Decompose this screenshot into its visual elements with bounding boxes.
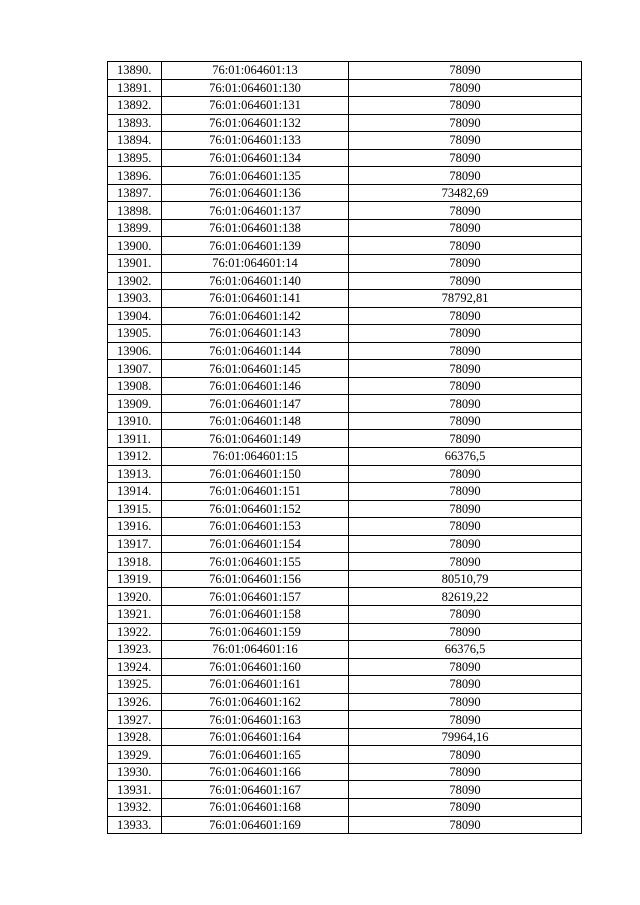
cadastral-number-cell: 76:01:064601:164 <box>162 728 349 746</box>
row-number-cell: 13907. <box>108 360 162 378</box>
cadastral-value-cell: 78090 <box>349 816 582 834</box>
table-row <box>108 676 582 694</box>
row-number-cell: 13931. <box>108 781 162 799</box>
cadastral-value-cell: 78090 <box>349 272 582 290</box>
table-row <box>108 535 582 553</box>
row-number-cell: 13915. <box>108 500 162 518</box>
table-row <box>108 570 582 588</box>
cadastral-number-cell: 76:01:064601:144 <box>162 342 349 360</box>
row-number-cell: 13911. <box>108 430 162 448</box>
cadastral-value-cell: 78090 <box>349 763 582 781</box>
cadastral-number-cell: 76:01:064601:147 <box>162 395 349 413</box>
table-row <box>108 518 582 536</box>
cadastral-value-cell: 78090 <box>349 237 582 255</box>
cadastral-value-cell: 78090 <box>349 746 582 764</box>
table-row <box>108 641 582 659</box>
table-row <box>108 412 582 430</box>
table-row <box>108 97 582 115</box>
cadastral-value-cell: 78090 <box>349 483 582 501</box>
cadastral-value-cell: 82619,22 <box>349 588 582 606</box>
cadastral-value-cell: 78090 <box>349 219 582 237</box>
cadastral-number-cell: 76:01:064601:157 <box>162 588 349 606</box>
cadastral-value-cell: 78090 <box>349 395 582 413</box>
table-row <box>108 781 582 799</box>
cadastral-number-cell: 76:01:064601:137 <box>162 202 349 220</box>
cadastral-number-cell: 76:01:064601:162 <box>162 693 349 711</box>
row-number-cell: 13905. <box>108 325 162 343</box>
cadastral-number-cell: 76:01:064601:133 <box>162 132 349 150</box>
row-number-cell: 13909. <box>108 395 162 413</box>
row-number-cell: 13913. <box>108 465 162 483</box>
cadastral-value-cell: 78090 <box>349 325 582 343</box>
cadastral-number-cell: 76:01:064601:149 <box>162 430 349 448</box>
row-number-cell: 13926. <box>108 693 162 711</box>
row-number-cell: 13923. <box>108 641 162 659</box>
cadastral-value-cell: 78090 <box>349 535 582 553</box>
row-number-cell: 13925. <box>108 676 162 694</box>
cadastral-number-cell: 76:01:064601:159 <box>162 623 349 641</box>
cadastral-number-cell: 76:01:064601:14 <box>162 255 349 273</box>
cadastral-number-cell: 76:01:064601:165 <box>162 746 349 764</box>
row-number-cell: 13892. <box>108 97 162 115</box>
row-number-cell: 13890. <box>108 62 162 80</box>
cadastral-number-cell: 76:01:064601:169 <box>162 816 349 834</box>
row-number-cell: 13921. <box>108 605 162 623</box>
row-number-cell: 13898. <box>108 202 162 220</box>
cadastral-value-cell: 78090 <box>349 62 582 80</box>
table-row <box>108 132 582 150</box>
cadastral-number-cell: 76:01:064601:140 <box>162 272 349 290</box>
table-row <box>108 290 582 308</box>
cadastral-number-cell: 76:01:064601:161 <box>162 676 349 694</box>
cadastral-number-cell: 76:01:064601:132 <box>162 114 349 132</box>
table-row <box>108 79 582 97</box>
cadastral-number-cell: 76:01:064601:146 <box>162 377 349 395</box>
table-row <box>108 360 582 378</box>
row-number-cell: 13924. <box>108 658 162 676</box>
row-number-cell: 13918. <box>108 553 162 571</box>
row-number-cell: 13930. <box>108 763 162 781</box>
row-number-cell: 13916. <box>108 518 162 536</box>
cadastral-value-cell: 78792,81 <box>349 290 582 308</box>
row-number-cell: 13896. <box>108 167 162 185</box>
cadastral-number-cell: 76:01:064601:153 <box>162 518 349 536</box>
cadastral-value-cell: 78090 <box>349 79 582 97</box>
row-number-cell: 13901. <box>108 255 162 273</box>
cadastral-number-cell: 76:01:064601:130 <box>162 79 349 97</box>
row-number-cell: 13928. <box>108 728 162 746</box>
cadastral-number-cell: 76:01:064601:166 <box>162 763 349 781</box>
table-row <box>108 202 582 220</box>
cadastral-value-cell: 78090 <box>349 342 582 360</box>
table-row <box>108 342 582 360</box>
table-row <box>108 325 582 343</box>
cadastral-value-cell: 78090 <box>349 202 582 220</box>
cadastral-value-cell: 78090 <box>349 412 582 430</box>
cadastral-value-cell: 66376,5 <box>349 448 582 466</box>
table-row <box>108 149 582 167</box>
row-number-cell: 13897. <box>108 184 162 202</box>
cadastral-number-cell: 76:01:064601:141 <box>162 290 349 308</box>
cadastral-value-cell: 78090 <box>349 149 582 167</box>
cadastral-value-cell: 66376,5 <box>349 641 582 659</box>
row-number-cell: 13903. <box>108 290 162 308</box>
cadastral-number-cell: 76:01:064601:168 <box>162 798 349 816</box>
cadastral-value-cell: 78090 <box>349 676 582 694</box>
table-row <box>108 237 582 255</box>
table-row <box>108 605 582 623</box>
cadastral-number-cell: 76:01:064601:155 <box>162 553 349 571</box>
row-number-cell: 13904. <box>108 307 162 325</box>
cadastral-value-cell: 78090 <box>349 430 582 448</box>
cadastral-number-cell: 76:01:064601:154 <box>162 535 349 553</box>
row-number-cell: 13899. <box>108 219 162 237</box>
table-row <box>108 448 582 466</box>
table-row <box>108 377 582 395</box>
cadastral-number-cell: 76:01:064601:139 <box>162 237 349 255</box>
cadastral-number-cell: 76:01:064601:13 <box>162 62 349 80</box>
cadastral-number-cell: 76:01:064601:160 <box>162 658 349 676</box>
cadastral-value-cell: 78090 <box>349 500 582 518</box>
table-row <box>108 219 582 237</box>
table-row <box>108 62 582 80</box>
cadastral-value-cell: 78090 <box>349 553 582 571</box>
cadastral-value-cell: 73482,69 <box>349 184 582 202</box>
table-row <box>108 307 582 325</box>
row-number-cell: 13919. <box>108 570 162 588</box>
row-number-cell: 13927. <box>108 711 162 729</box>
row-number-cell: 13929. <box>108 746 162 764</box>
cadastral-value-cell: 78090 <box>349 623 582 641</box>
cadastral-number-cell: 76:01:064601:148 <box>162 412 349 430</box>
cadastral-value-cell: 78090 <box>349 114 582 132</box>
row-number-cell: 13920. <box>108 588 162 606</box>
table-row <box>108 184 582 202</box>
table-row <box>108 114 582 132</box>
row-number-cell: 13891. <box>108 79 162 97</box>
cadastral-value-cell: 78090 <box>349 781 582 799</box>
table-row <box>108 483 582 501</box>
cadastral-number-cell: 76:01:064601:151 <box>162 483 349 501</box>
cadastral-number-cell: 76:01:064601:158 <box>162 605 349 623</box>
row-number-cell: 13893. <box>108 114 162 132</box>
cadastral-value-cell: 78090 <box>349 360 582 378</box>
row-number-cell: 13933. <box>108 816 162 834</box>
cadastral-value-cell: 78090 <box>349 798 582 816</box>
cadastral-value-cell: 78090 <box>349 658 582 676</box>
cadastral-number-cell: 76:01:064601:15 <box>162 448 349 466</box>
table-row <box>108 465 582 483</box>
cadastral-number-cell: 76:01:064601:156 <box>162 570 349 588</box>
cadastral-value-cell: 80510,79 <box>349 570 582 588</box>
table-body <box>108 62 582 834</box>
cadastral-value-cell: 78090 <box>349 518 582 536</box>
row-number-cell: 13895. <box>108 149 162 167</box>
cadastral-value-cell: 78090 <box>349 711 582 729</box>
cadastral-number-cell: 76:01:064601:138 <box>162 219 349 237</box>
cadastral-value-table <box>107 61 582 834</box>
cadastral-number-cell: 76:01:064601:134 <box>162 149 349 167</box>
cadastral-value-cell: 78090 <box>349 132 582 150</box>
table-row <box>108 588 582 606</box>
table-row <box>108 500 582 518</box>
cadastral-number-cell: 76:01:064601:163 <box>162 711 349 729</box>
cadastral-value-cell: 78090 <box>349 307 582 325</box>
row-number-cell: 13900. <box>108 237 162 255</box>
cadastral-value-cell: 78090 <box>349 167 582 185</box>
table-row <box>108 167 582 185</box>
table-row <box>108 816 582 834</box>
table-row <box>108 623 582 641</box>
cadastral-number-cell: 76:01:064601:150 <box>162 465 349 483</box>
row-number-cell: 13894. <box>108 132 162 150</box>
cadastral-value-cell: 78090 <box>349 97 582 115</box>
table-row <box>108 711 582 729</box>
table-row <box>108 746 582 764</box>
cadastral-value-cell: 78090 <box>349 255 582 273</box>
cadastral-number-cell: 76:01:064601:145 <box>162 360 349 378</box>
cadastral-number-cell: 76:01:064601:143 <box>162 325 349 343</box>
cadastral-value-cell: 78090 <box>349 605 582 623</box>
cadastral-number-cell: 76:01:064601:167 <box>162 781 349 799</box>
cadastral-number-cell: 76:01:064601:152 <box>162 500 349 518</box>
cadastral-value-cell: 78090 <box>349 465 582 483</box>
row-number-cell: 13910. <box>108 412 162 430</box>
cadastral-number-cell: 76:01:064601:142 <box>162 307 349 325</box>
table-row <box>108 553 582 571</box>
cadastral-value-cell: 78090 <box>349 693 582 711</box>
table-row <box>108 255 582 273</box>
row-number-cell: 13917. <box>108 535 162 553</box>
table-row <box>108 728 582 746</box>
table-row <box>108 658 582 676</box>
cadastral-number-cell: 76:01:064601:131 <box>162 97 349 115</box>
table-row <box>108 272 582 290</box>
row-number-cell: 13914. <box>108 483 162 501</box>
table-row <box>108 763 582 781</box>
cadastral-value-cell: 79964,16 <box>349 728 582 746</box>
table-row <box>108 798 582 816</box>
row-number-cell: 13908. <box>108 377 162 395</box>
row-number-cell: 13902. <box>108 272 162 290</box>
row-number-cell: 13932. <box>108 798 162 816</box>
row-number-cell: 13906. <box>108 342 162 360</box>
cadastral-value-cell: 78090 <box>349 377 582 395</box>
cadastral-number-cell: 76:01:064601:136 <box>162 184 349 202</box>
row-number-cell: 13922. <box>108 623 162 641</box>
table-row <box>108 430 582 448</box>
table-row <box>108 395 582 413</box>
row-number-cell: 13912. <box>108 448 162 466</box>
cadastral-number-cell: 76:01:064601:16 <box>162 641 349 659</box>
cadastral-number-cell: 76:01:064601:135 <box>162 167 349 185</box>
table-row <box>108 693 582 711</box>
